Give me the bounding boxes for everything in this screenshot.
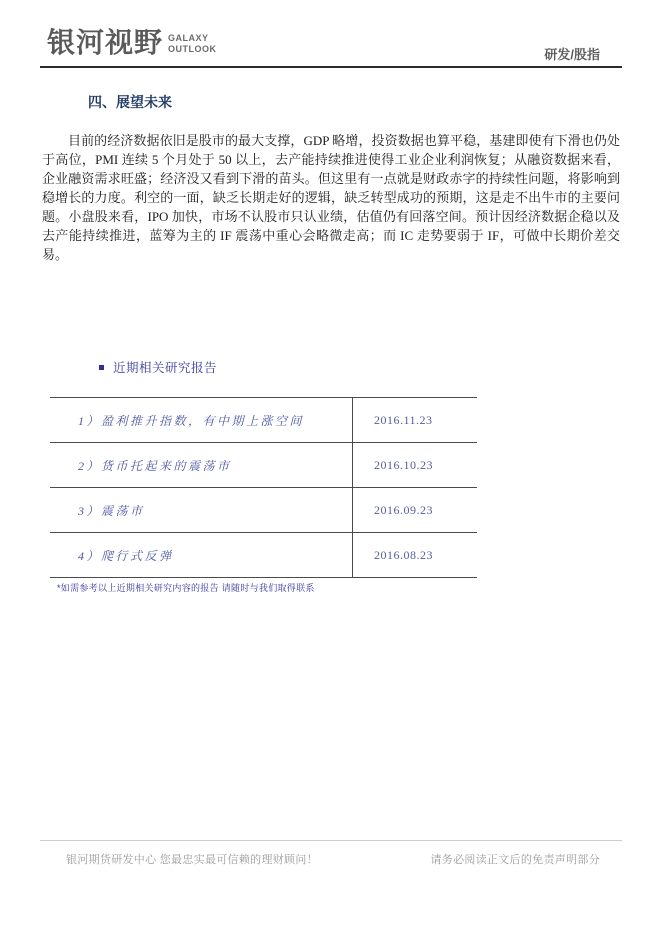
report-title[interactable]: 4）爬行式反弹 [78,548,174,563]
report-title[interactable]: 2）货币托起来的震荡市 [78,458,232,473]
table-row [50,398,477,443]
report-date: 2016.08.23 [352,533,477,577]
galaxy-outlook-logo [47,26,217,60]
logo-english-line2: OUTLOOK [168,44,217,54]
reports-table [50,397,477,578]
table-row [50,533,477,578]
report-title[interactable]: 1）盈利推升指数，有中期上涨空间 [78,413,305,428]
reports-heading-label: 近期相关研究报告 [113,361,218,375]
report-date: 2016.09.23 [352,488,477,532]
body-paragraph: 目前的经济数据依旧是股市的最大支撑，GDP 略增，投资数据也算平稳，基建即使有下滑也仍处于高位，PMI 连续 5 个月处于 50 以上，去产能持续推进使得工业企业利润恢复；从融资数据来看，企业融资需求旺盛；经济没又看到下滑的苗头。但这里有一点就是财政赤字的持续性问题，将影响到稳增长的力度。利空的一面，缺乏长期走好的逻辑，缺乏转型成功的预期，这是走不出牛市的主要问题。小盘股来看，IPO 加快，市场不认股市只认业绩，估值仍有回落空间。预计因经济数据企稳以及去产能持续推进，蓝筹为主的 IF 震荡中重心会略微走高；而 IC 走势要弱于 IF，可做中长期价差交易。 [42,133,620,262]
reports-heading [99,358,217,376]
report-title[interactable]: 3）震荡市 [78,503,145,518]
square-bullet-icon [99,365,104,370]
report-date: 2016.11.23 [352,398,477,442]
reports-footnote: *如需参考以上近期相关研究内容的报告 请随时与我们取得联系 [57,583,315,593]
logo-english-line1: GALAXY [168,33,209,43]
footer-right-text: 请务必阅读正文后的免责声明部分 [430,854,600,866]
table-row [50,488,477,533]
footer-divider [40,840,622,841]
footer-left-text: 银河期货研发中心 您最忠实最可信赖的理财顾问！ [66,854,318,866]
header-section-label: 研发/股指 [544,47,600,62]
logo-english-block [168,26,217,55]
header-divider [40,66,622,68]
section-title: 四、展望未来 [88,94,172,110]
report-date: 2016.10.23 [352,443,477,487]
table-row [50,443,477,488]
logo-chinese-text: 银河视野 [47,27,164,58]
